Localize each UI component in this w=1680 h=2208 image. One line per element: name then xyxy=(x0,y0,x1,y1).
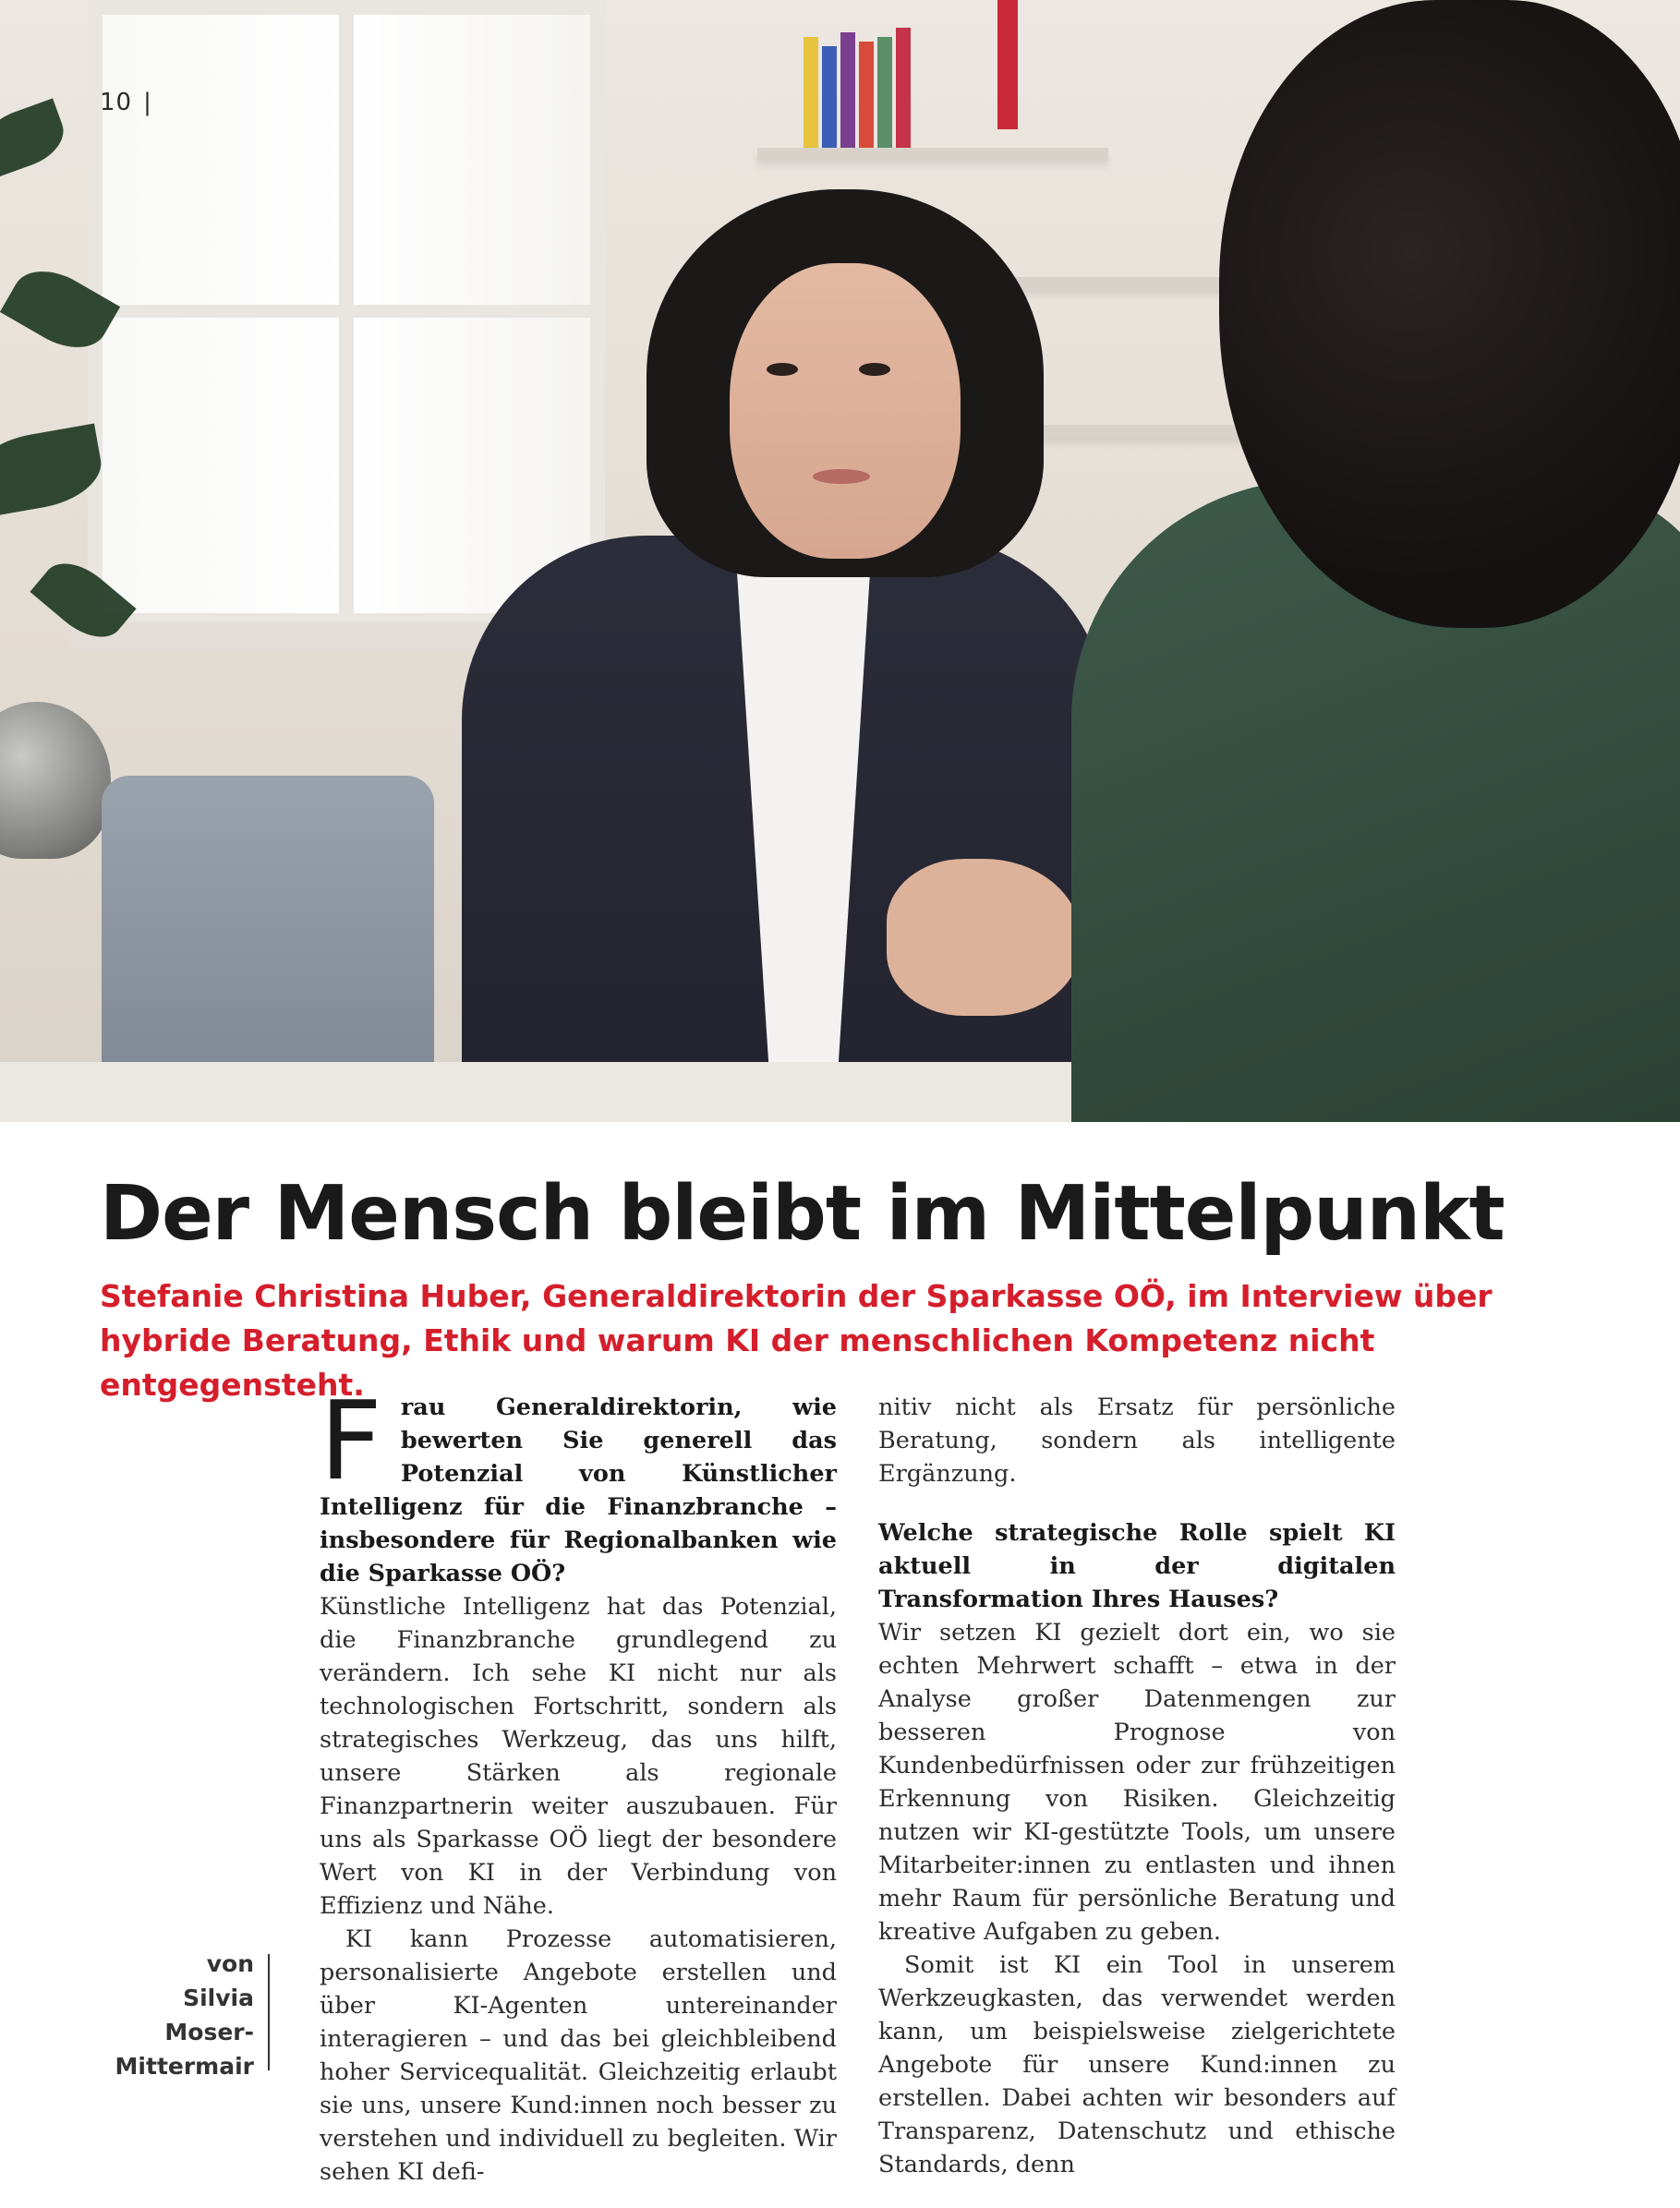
byline-line: von xyxy=(206,1950,254,1977)
column-right xyxy=(878,1391,1396,2181)
hand xyxy=(887,859,1081,1016)
page-number-separator: | xyxy=(143,89,152,116)
byline-line: Mittermair xyxy=(115,2053,254,2080)
answer-1-continuation: nitiv nicht als Ersatz für persönliche Beratung, sondern als intelligente Ergänzung. xyxy=(878,1394,1396,1488)
byline-line: Silvia xyxy=(183,1985,254,2011)
book xyxy=(804,37,818,148)
plant-pot xyxy=(0,702,111,859)
eye xyxy=(767,363,798,376)
column-left xyxy=(320,1377,837,2189)
byline xyxy=(65,1947,254,2083)
answer-2-paragraph-1: Wir setzen KI gezielt dort ein, wo sie echten Mehrwert schafft – etwa in der Analyse großer Datenmengen zur besseren Prognose von Kundenbedürfnissen oder zur frühzeitigen Erkennung von Risiken. Gleichzeitig nutzen wir KI-gestützte Tools, um unsere Mitarbeiter:innen zu entlasten und ihnen mehr Raum für persönliche Beratung und kreative Aufgaben zu geben. xyxy=(878,1619,1396,1946)
question-2: Welche strategische Rolle spielt KI aktuell in der digitalen Transformation Ihres Hauses? xyxy=(878,1519,1396,1613)
drop-cap: F xyxy=(320,1377,382,1504)
question-1 xyxy=(320,1377,837,1590)
mouth xyxy=(813,469,870,484)
interviewer-head xyxy=(1219,0,1680,628)
bookshelf xyxy=(757,148,1108,161)
question-1-text: rau Generaldirektorin, wie bewerten Sie generell das Potenzial von Künstlicher Intelligenz für die Finanzbranche – insbesondere für Regionalbanken wie die Sparkasse OÖ? xyxy=(320,1394,837,1587)
book xyxy=(822,46,837,148)
byline-rule xyxy=(268,1954,270,2070)
book xyxy=(840,32,855,148)
page-number-value: 10 xyxy=(100,89,133,116)
book xyxy=(997,0,1018,129)
byline-line: Moser- xyxy=(164,2019,254,2045)
window xyxy=(88,0,605,628)
eye xyxy=(859,363,890,376)
book xyxy=(877,37,892,148)
article-headline: Der Mensch bleibt im Mittelpunkt xyxy=(100,1170,1505,1258)
article-lead: Stefanie Christina Huber, Generaldirektorin der Sparkasse OÖ, im Interview über hybride Beratung, Ethik und warum KI der menschlichen Kompetenz nicht entgegensteht. xyxy=(100,1278,1493,1403)
answer-2-paragraph-2: Somit ist KI ein Tool in unserem Werkzeugkasten, das verwendet werden kann, um beispielsweise zielgerichtete Angebote für unsere Kund:innen zu erstellen. Dabei achten wir besonders auf Transparenz, Datenschutz und ethische Standards, denn xyxy=(878,1951,1396,2178)
page-number xyxy=(100,89,152,116)
answer-1-paragraph-1: Künstliche Intelligenz hat das Potenzial, die Finanzbranche grundlegend zu verändern. Ich sehe KI nicht nur als technologischen Fortschritt, sondern als strategisches Werkzeug, das uns hilft, unsere Stärken als regionale Finanzpartnerin weiter auszubauen. Für uns als Sparkasse OÖ liegt der besondere Wert von KI in der Verbindung von Effizienz und Nähe. xyxy=(320,1593,837,1920)
plant-leaf xyxy=(0,98,72,178)
answer-1-paragraph-2: KI kann Prozesse automatisieren, personalisierte Angebote erstellen und über KI-Agenten untereinander interagieren – und das bei gleichbleibend hoher Servicequalität. Gleichzeitig erlaubt sie uns, unsere Kund:innen noch besser zu verstehen und individuell zu begleiten. Wir sehen KI defi- xyxy=(320,1925,837,2186)
book xyxy=(859,42,874,148)
woman-face xyxy=(730,263,961,559)
book xyxy=(896,28,911,148)
